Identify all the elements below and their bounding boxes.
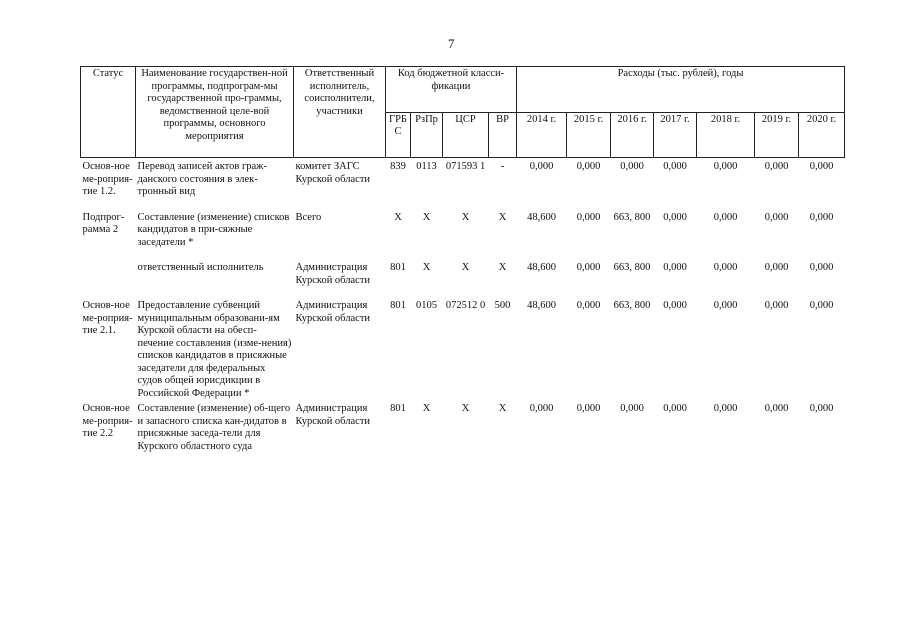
page-number: 7 — [448, 36, 455, 51]
row-responsible: комитет ЗАГС Курской области — [295, 161, 371, 185]
row-value-2017: 0,000 — [663, 403, 687, 414]
row-grbs: X — [394, 211, 402, 223]
table-row — [81, 158, 845, 199]
header-year-2018: 2018 г. — [697, 112, 755, 158]
row-value-2020: 0,000 — [809, 262, 834, 273]
header-row-1 — [81, 67, 845, 113]
row-csr: 072512 0 — [445, 300, 486, 311]
row-value-2017: 0,000 — [663, 262, 687, 273]
row-value-2017: 0,000 — [663, 300, 687, 311]
row-value-2014: 48,600 — [527, 300, 556, 311]
header-responsible: Ответственный исполнитель, соисполнители, участники — [294, 67, 386, 158]
row-vr: - — [500, 161, 505, 172]
row-value-2015: 0,000 — [576, 262, 601, 273]
header-year-2019: 2019 г. — [755, 112, 799, 158]
row-responsible: Администрация Курской области — [295, 403, 371, 427]
row-rzpr: X — [422, 211, 431, 223]
row-value-2020: 0,000 — [809, 403, 834, 414]
header-rzpr: РзПр — [411, 112, 443, 158]
row-csr: X — [461, 262, 470, 273]
row-rzpr: 0113 — [416, 161, 437, 172]
row-grbs: 839 — [390, 161, 406, 172]
row-grbs: 801 — [390, 300, 406, 311]
row-vr: X — [498, 403, 507, 414]
table-row — [81, 259, 845, 287]
row-rzpr: 0105 — [416, 300, 437, 311]
row-grbs: 801 — [390, 262, 406, 273]
row-value-2016: 0,000 — [620, 161, 644, 172]
row-vr: 500 — [494, 300, 511, 311]
row-value-2017: 0,000 — [663, 161, 687, 172]
budget-table — [80, 66, 845, 453]
row-value-2018: 0,000 — [713, 403, 738, 414]
row-name: Перевод записей актов граж-данского состояния в элек-тронный вид — [137, 161, 267, 197]
row-name: Составление (изменение) об-щего и запасного списка кан-дидатов в присяжные заседа-тели для Курского областного суда — [137, 403, 291, 452]
header-csr: ЦСР — [443, 112, 489, 158]
row-value-2014: 48,600 — [527, 211, 556, 223]
row-value-2014: 48,600 — [527, 262, 556, 273]
row-value-2017: 0,000 — [663, 211, 687, 223]
table-row — [81, 209, 845, 250]
row-value-2015: 0,000 — [576, 403, 601, 414]
row-status: Основ-ное ме-роприя-тие 1.2. — [82, 161, 133, 197]
header-budget-code: Код бюджетной класси-фикации — [386, 67, 517, 113]
row-value-2019: 0,000 — [764, 262, 789, 273]
row-value-2018: 0,000 — [713, 300, 738, 311]
row-value-2020: 0,000 — [809, 211, 834, 223]
header-status: Статус — [81, 67, 136, 158]
header-year-2014: 2014 г. — [517, 112, 567, 158]
row-value-2016: 663, 800 — [613, 262, 651, 273]
row-value-2019: 0,000 — [764, 300, 789, 311]
row-vr: X — [498, 211, 507, 223]
row-value-2019: 0,000 — [764, 161, 789, 172]
header-year-2016: 2016 г. — [611, 112, 654, 158]
row-value-2016: 663, 800 — [613, 300, 651, 311]
row-csr: X — [461, 403, 470, 414]
header-year-2020: 2020 г. — [799, 112, 845, 158]
table-row — [81, 297, 845, 400]
row-rzpr: X — [422, 403, 431, 414]
header-vr: ВР — [489, 112, 517, 158]
header-year-2017: 2017 г. — [654, 112, 697, 158]
table-row — [81, 400, 845, 453]
row-value-2015: 0,000 — [576, 161, 601, 172]
row-responsible: Администрация Курской области — [295, 300, 371, 324]
row-value-2015: 0,000 — [576, 211, 601, 223]
row-name: ответственный исполнитель — [137, 262, 264, 273]
row-grbs: 801 — [390, 403, 406, 414]
header-grbs: ГРБ С — [386, 112, 411, 158]
row-value-2014: 0,000 — [529, 403, 554, 414]
row-value-2014: 0,000 — [529, 161, 554, 172]
row-status: Основ-ное ме-роприя-тие 2.2 — [82, 403, 133, 439]
row-value-2016: 0,000 — [620, 403, 644, 414]
header-year-2015: 2015 г. — [567, 112, 611, 158]
row-value-2019: 0,000 — [764, 403, 789, 414]
header-expenses: Расходы (тыс. рублей), годы — [517, 67, 845, 113]
row-value-2019: 0,000 — [764, 211, 789, 223]
row-value-2018: 0,000 — [713, 262, 738, 273]
row-status: Основ-ное ме-роприя-тие 2.1. — [82, 300, 133, 336]
row-value-2020: 0,000 — [809, 300, 834, 311]
row-name: Составление (изменение) списков кандидатов в при-сяжные заседатели * — [137, 211, 290, 248]
row-value-2018: 0,000 — [713, 161, 738, 172]
row-status: Подпрог-рамма 2 — [82, 211, 125, 235]
row-value-2018: 0,000 — [713, 211, 738, 223]
row-csr: 071593 1 — [445, 161, 486, 172]
row-name: Предоставление субвенций муниципальным образовани-ям Курской области на обесп-печение составления (изме-нения) списков кандидатов в присяжные заседатели для федеральных судов общей юрисдикции в Российской Федерации * — [137, 300, 292, 399]
row-vr: X — [498, 262, 507, 273]
row-csr: X — [461, 211, 470, 223]
row-responsible: Администрация Курской области — [295, 262, 371, 286]
row-value-2015: 0,000 — [576, 300, 601, 311]
row-responsible: Всего — [295, 211, 322, 223]
header-name: Наименование государствен-ной программы, подпрограм-мы государственной про-граммы, ведомственной целе-вой программы, основного мероприятия — [136, 67, 294, 158]
row-value-2020: 0,000 — [809, 161, 834, 172]
row-status — [81, 259, 136, 287]
row-value-2016: 663, 800 — [613, 211, 651, 223]
row-rzpr: X — [422, 262, 431, 273]
